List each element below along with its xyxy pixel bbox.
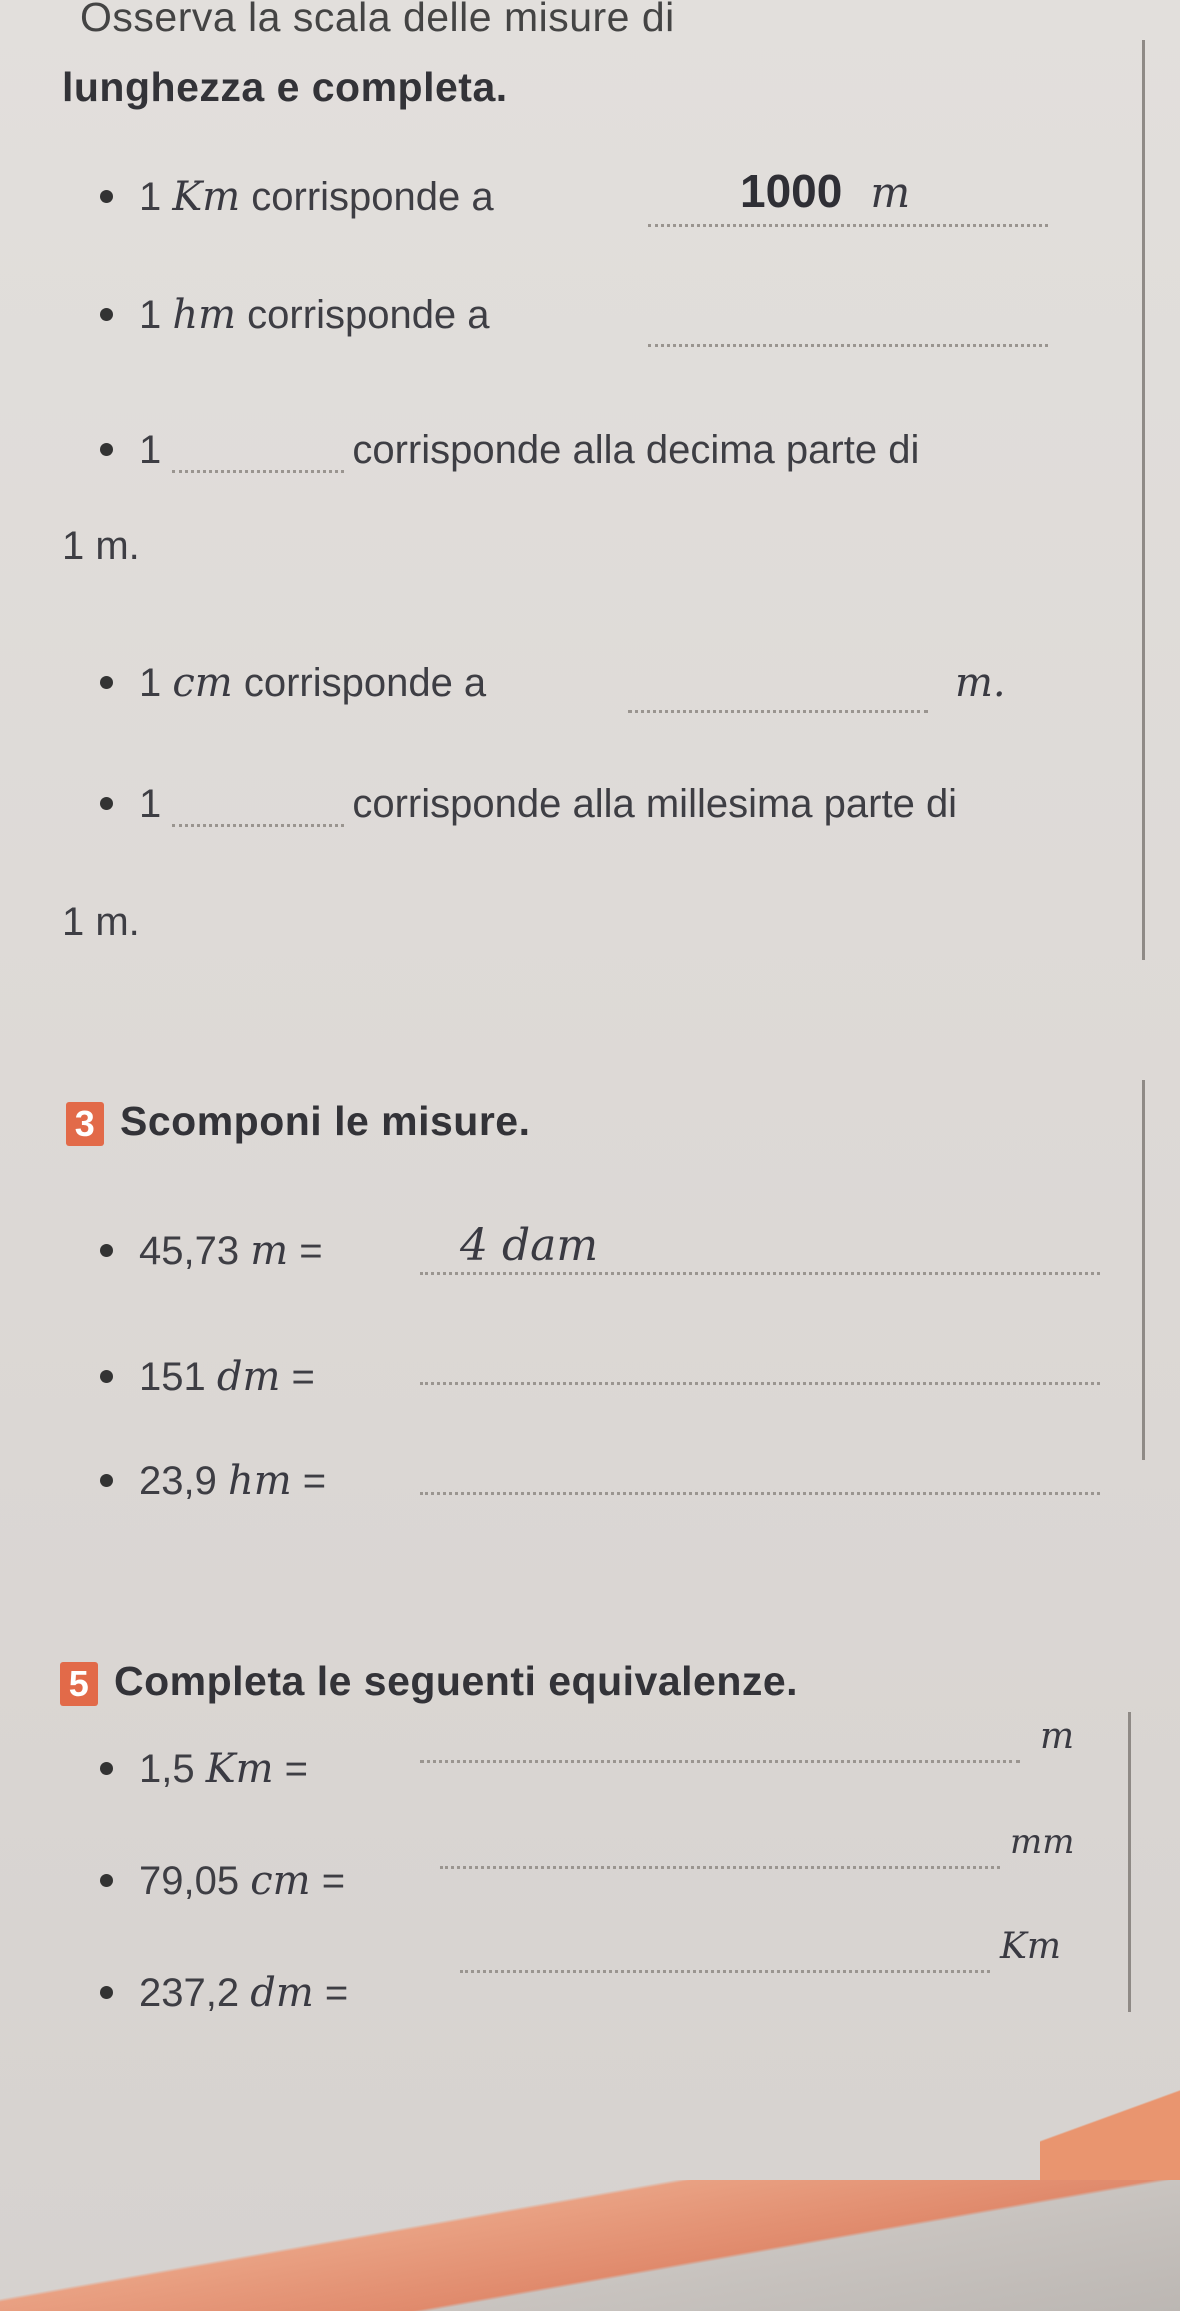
page-bottom-edge (0, 2180, 1180, 2311)
s1-item-4-suffix: m. (955, 660, 1006, 706)
s1-item-4: 1 cm corrisponde a (100, 660, 486, 706)
s1-item-1: 1 Km corrisponde a (100, 174, 494, 220)
s1-item-2: 1 hm corrisponde a (100, 292, 490, 338)
section-number-badge: 5 (60, 1662, 98, 1706)
bullet-icon (100, 443, 113, 456)
s5-item-2: 79,05 cm = (100, 1858, 345, 1904)
s5-item-2-target-unit: mm (1010, 1822, 1075, 1862)
s1-item-1-answer: 1000 m (740, 165, 911, 217)
s3-item-2: 151 dm = (100, 1354, 315, 1400)
s5-item-3-target-unit: Km (1000, 1926, 1062, 1967)
s5-item-1-answer-line[interactable] (420, 1760, 1020, 1763)
section5-heading: 5 Completa le seguenti equivalenze. (60, 1658, 798, 1706)
s1-item-1-answer-line[interactable] (648, 224, 1048, 227)
bullet-icon (100, 1986, 113, 1999)
s3-item-2-answer-line[interactable] (420, 1382, 1100, 1385)
bullet-icon (100, 1874, 113, 1887)
bullet-icon (100, 797, 113, 810)
s1-item-3: 1 corrisponde alla decima parte di (100, 428, 919, 473)
s1-item-5: 1 corrisponde alla millesima parte di (100, 782, 957, 827)
bullet-icon (100, 1474, 113, 1487)
section1-heading-line2: lunghezza e completa. (62, 64, 508, 110)
page-corner-decoration (1040, 2050, 1180, 2180)
s3-item-3-answer-line[interactable] (420, 1492, 1100, 1495)
s1-item-5-answer-line[interactable] (172, 824, 344, 827)
s5-item-3-answer-line[interactable] (460, 1970, 990, 1973)
bullet-icon (100, 1370, 113, 1383)
section-number-badge: 3 (66, 1102, 104, 1146)
s1-item-3-continuation: 1 m. (62, 524, 140, 568)
s1-item-5-continuation: 1 m. (62, 900, 140, 944)
bullet-icon (100, 308, 113, 321)
bullet-icon (100, 1244, 113, 1257)
s3-item-3: 23,9 hm = (100, 1458, 326, 1504)
margin-rule-2 (1142, 1080, 1145, 1460)
section3-heading: 3 Scomponi le misure. (66, 1098, 531, 1146)
s3-item-1-answer: 4 dam (460, 1220, 599, 1271)
s1-item-3-answer-line[interactable] (172, 470, 344, 473)
s5-item-1: 1,5 Km = (100, 1746, 308, 1792)
s1-item-4-answer-line[interactable] (628, 710, 928, 713)
bullet-icon (100, 190, 113, 203)
s5-item-3: 237,2 dm = (100, 1970, 348, 2016)
bullet-icon (100, 676, 113, 689)
section1-heading-line1: Osserva la scala delle misure di (80, 0, 675, 40)
s3-item-1: 45,73 m = (100, 1228, 323, 1274)
margin-rule-3 (1128, 1712, 1131, 2012)
s5-item-1-target-unit: m (1040, 1716, 1075, 1757)
margin-rule (1142, 40, 1145, 960)
s1-item-2-answer-line[interactable] (648, 344, 1048, 347)
bullet-icon (100, 1762, 113, 1775)
s5-item-2-answer-line[interactable] (440, 1866, 1000, 1869)
s3-item-1-answer-line[interactable] (420, 1272, 1100, 1275)
